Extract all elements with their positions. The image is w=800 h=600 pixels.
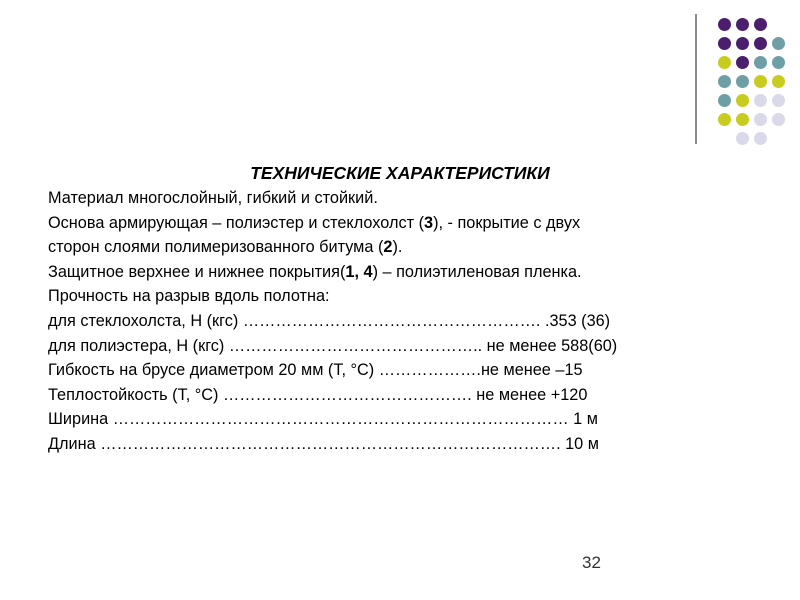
body-line	[48, 383, 768, 408]
decorative-dot	[772, 113, 785, 126]
body-line-text: Защитное верхнее и нижнее покрытия(	[48, 262, 346, 281]
decorative-dot	[736, 75, 749, 88]
body-line-text: ), - покрытие с двух	[433, 213, 581, 232]
body-line-text: Ширина ………………………………………………………………………… 1 м	[48, 410, 598, 429]
decorative-dot	[718, 75, 731, 88]
decorative-dot	[736, 94, 749, 107]
body-line	[48, 284, 768, 309]
decorative-dot-grid	[0, 0, 800, 160]
slide-title: ТЕХНИЧЕСКИЕ ХАРАКТЕРИСТИКИ	[250, 163, 550, 183]
decorative-dot	[718, 37, 731, 50]
slide-body	[48, 186, 768, 457]
body-line-bold-ref: 1, 4	[345, 262, 373, 281]
body-line-text: Прочность на разрыв вдоль полотна:	[48, 287, 330, 306]
body-line	[48, 309, 768, 334]
body-line	[48, 260, 768, 285]
body-line-text: Теплостойкость (Т, °С) ………………………………………. не менее +120	[48, 385, 588, 404]
decorative-dot	[736, 113, 749, 126]
decorative-dot	[718, 94, 731, 107]
body-line-text: Основа армирующая – полиэстер и стеклохолст (	[48, 213, 424, 232]
body-line-bold-ref: 3	[424, 213, 434, 232]
decorative-dot	[754, 75, 767, 88]
body-line	[48, 186, 768, 211]
decorative-dot	[754, 37, 767, 50]
decorative-dot	[754, 113, 767, 126]
body-line	[48, 211, 768, 236]
decorative-dot	[736, 132, 749, 145]
body-line-bold-ref: 2	[383, 238, 393, 257]
decorative-divider-line	[695, 14, 697, 144]
decorative-dot	[718, 18, 731, 31]
decorative-dot	[754, 56, 767, 69]
decorative-dot	[754, 132, 767, 145]
decorative-dot	[736, 37, 749, 50]
decorative-dot	[772, 75, 785, 88]
decorative-dot	[718, 113, 731, 126]
body-line-text: Длина …………………………………………………………………………. 10 м	[48, 434, 599, 453]
body-line-text: Гибкость на брусе диаметром 20 мм (Т, °С) ……………….не менее –15	[48, 361, 583, 380]
body-line	[48, 432, 768, 457]
decorative-dot	[754, 18, 767, 31]
body-line	[48, 407, 768, 432]
body-line-text: ).	[392, 238, 403, 257]
body-line-text: для полиэстера, Н (кгс) ……………………………………….. не менее 588(60)	[48, 336, 618, 355]
body-line-text: Материал многослойный, гибкий и стойкий.	[48, 189, 378, 207]
decorative-dot	[754, 94, 767, 107]
decorative-dot	[718, 56, 731, 69]
body-line-text: для стеклохолста, Н (кгс) ………………………………………………. .353 (36)	[48, 311, 611, 330]
body-line-text: ) – полиэтиленовая пленка.	[372, 262, 582, 281]
body-line	[48, 235, 768, 260]
decorative-dot	[736, 18, 749, 31]
body-line	[48, 358, 768, 383]
body-line-text: сторон слоями полимеризованного битума (	[48, 238, 384, 257]
body-line	[48, 334, 768, 359]
decorative-dot	[772, 94, 785, 107]
decorative-dot	[772, 56, 785, 69]
page-number: 32	[582, 553, 601, 572]
decorative-dot	[772, 37, 785, 50]
decorative-dot	[736, 56, 749, 69]
